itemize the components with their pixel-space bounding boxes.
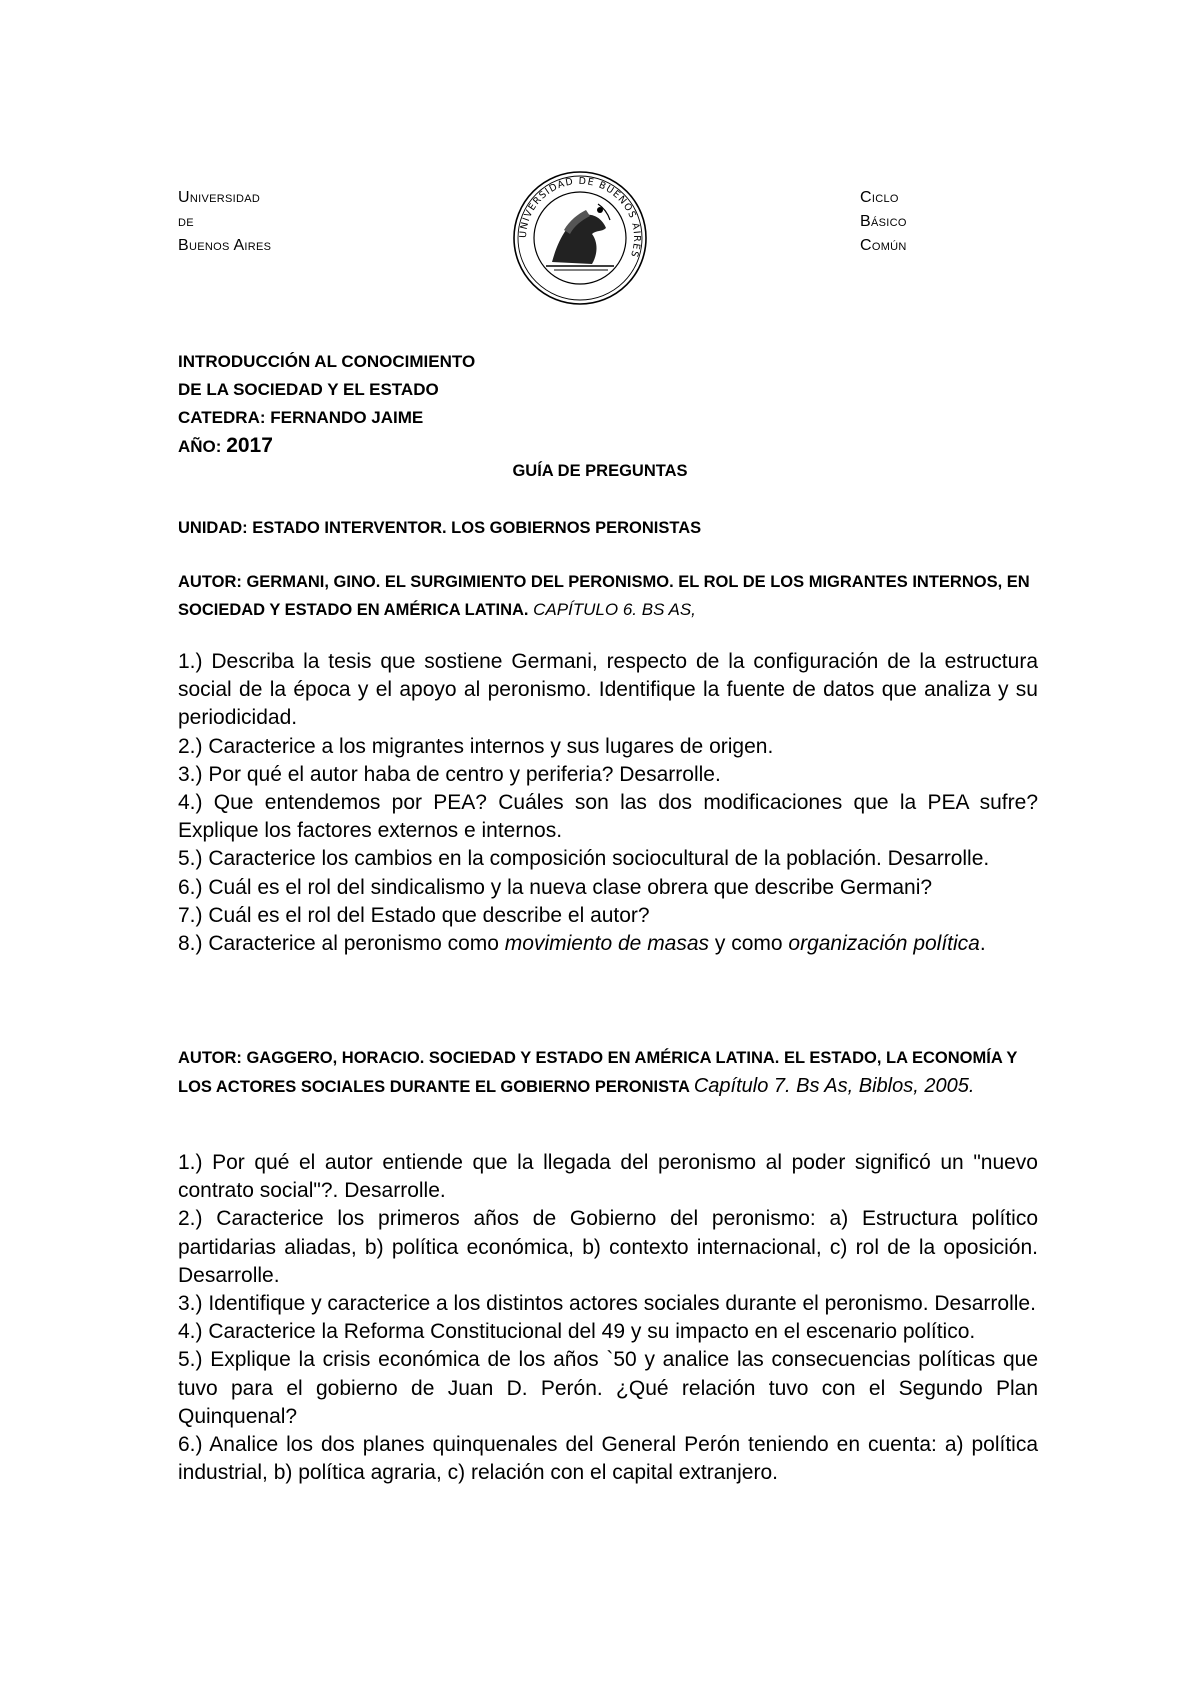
university-name bbox=[178, 186, 271, 258]
author-heading-1 bbox=[178, 568, 1038, 624]
course-info bbox=[178, 348, 475, 461]
author-heading-2 bbox=[178, 1044, 1038, 1101]
course-year bbox=[178, 432, 475, 461]
year-label: AÑO: bbox=[178, 437, 222, 456]
university-line-1: Universidad bbox=[178, 189, 261, 206]
program-line-1: Ciclo bbox=[860, 189, 899, 206]
q8-text-a: 8.) Caracterice al peronismo como bbox=[178, 932, 505, 956]
question-item: 1.) Describa la tesis que sostiene Germani, respecto de la configuración de la estructura social de la época y el apoyo al peronismo. Identifique la fuente de datos que analiza y su periodicidad. bbox=[178, 650, 1038, 730]
course-title-line-2: DE LA SOCIEDAD Y EL ESTADO bbox=[178, 380, 439, 399]
question-item: 6.) Cuál es el rol del sindicalismo y la nueva clase obrera que describe Germani? bbox=[178, 875, 933, 899]
program-line-2: Básico bbox=[860, 213, 907, 230]
unit-title: UNIDAD: ESTADO INTERVENTOR. LOS GOBIERNOS PERONISTAS bbox=[178, 519, 702, 537]
question-item: 3.) Identifique y caracterice a los distintos actores sociales durante el peronismo. Desarrolle. bbox=[178, 1292, 1036, 1316]
question-item: 5.) Explique la crisis económica de los años `50 y analice las consecuencias políticas que tuvo para el gobierno de Juan D. Perón. ¿Qué relación tuvo con el Segundo Plan Quinquenal? bbox=[178, 1348, 1038, 1428]
program-name bbox=[860, 186, 907, 258]
q8-text-c: y como bbox=[709, 932, 789, 956]
guide-title: GUÍA DE PREGUNTAS bbox=[512, 462, 688, 480]
question-item: 7.) Cuál es el rol del Estado que describe el autor? bbox=[178, 903, 650, 927]
question-item: 5.) Caracterice los cambios en la composición sociocultural de la población. Desarrolle. bbox=[178, 847, 990, 871]
question-item: 3.) Por qué el autor haba de centro y periferia? Desarrolle. bbox=[178, 762, 721, 786]
question-item: 4.) Que entendemos por PEA? Cuáles son las dos modificaciones que la PEA sufre? Explique los factores externos e internos. bbox=[178, 791, 1038, 843]
author-2-reference: AUTOR: GAGGERO, HORACIO. SOCIEDAD Y ESTADO EN AMÉRICA LATINA. EL ESTADO, LA ECONOMÍA Y LOS ACTORES SOCIALES DURANTE EL GOBIERNO PERONISTA bbox=[178, 1049, 1018, 1096]
question-list-1 bbox=[178, 648, 1038, 958]
q8-emphasis-political-organization: organización política bbox=[788, 932, 980, 956]
question-item: 2.) Caracterice a los migrantes internos y sus lugares de origen. bbox=[178, 734, 774, 758]
question-item: 4.) Caracterice la Reforma Constitucional del 49 y su impacto en el escenario político. bbox=[178, 1320, 976, 1344]
question-item: 6.) Analice los dos planes quinquenales del General Perón teniendo en cuenta: a) política industrial, b) política agraria, c) relación con el capital extranjero. bbox=[178, 1433, 1038, 1485]
author-1-reference: AUTOR: GERMANI, GINO. EL SURGIMIENTO DEL PERONISMO. EL ROL DE LOS MIGRANTES INTERNOS, EN SOCIEDAD Y ESTADO EN AMÉRICA LATINA. bbox=[178, 573, 1030, 619]
university-line-2: de bbox=[178, 213, 194, 230]
q8-text-e: . bbox=[979, 932, 986, 956]
question-item: 1.) Por qué el autor entiende que la llegada del peronismo al poder significó un "nuevo contrato social"?. Desarrolle. bbox=[178, 1151, 1038, 1203]
university-line-3: Buenos Aires bbox=[178, 237, 272, 254]
university-seal-icon bbox=[512, 170, 648, 306]
author-1-citation: CAPÍTULO 6. BS AS, bbox=[533, 600, 696, 619]
course-chair: CATEDRA: FERNANDO JAIME bbox=[178, 408, 424, 427]
program-line-3: Común bbox=[860, 237, 907, 254]
q8-emphasis-mass-movement: movimiento de masas bbox=[504, 932, 710, 956]
year-value: 2017 bbox=[226, 434, 273, 457]
question-list-2 bbox=[178, 1149, 1038, 1487]
author-2-citation: Capítulo 7. Bs As, Biblos, 2005. bbox=[693, 1075, 975, 1097]
question-item bbox=[178, 930, 1038, 958]
seal-text: UNIVERSIDAD DE BUENOS AIRES bbox=[517, 175, 643, 260]
question-item: 2.) Caracterice los primeros años de Gobierno del peronismo: a) Estructura político partidarias aliadas, b) política económica, b) contexto internacional, c) rol de la oposición. Desarrolle. bbox=[178, 1207, 1038, 1287]
course-title-line-1: INTRODUCCIÓN AL CONOCIMIENTO bbox=[178, 352, 476, 371]
